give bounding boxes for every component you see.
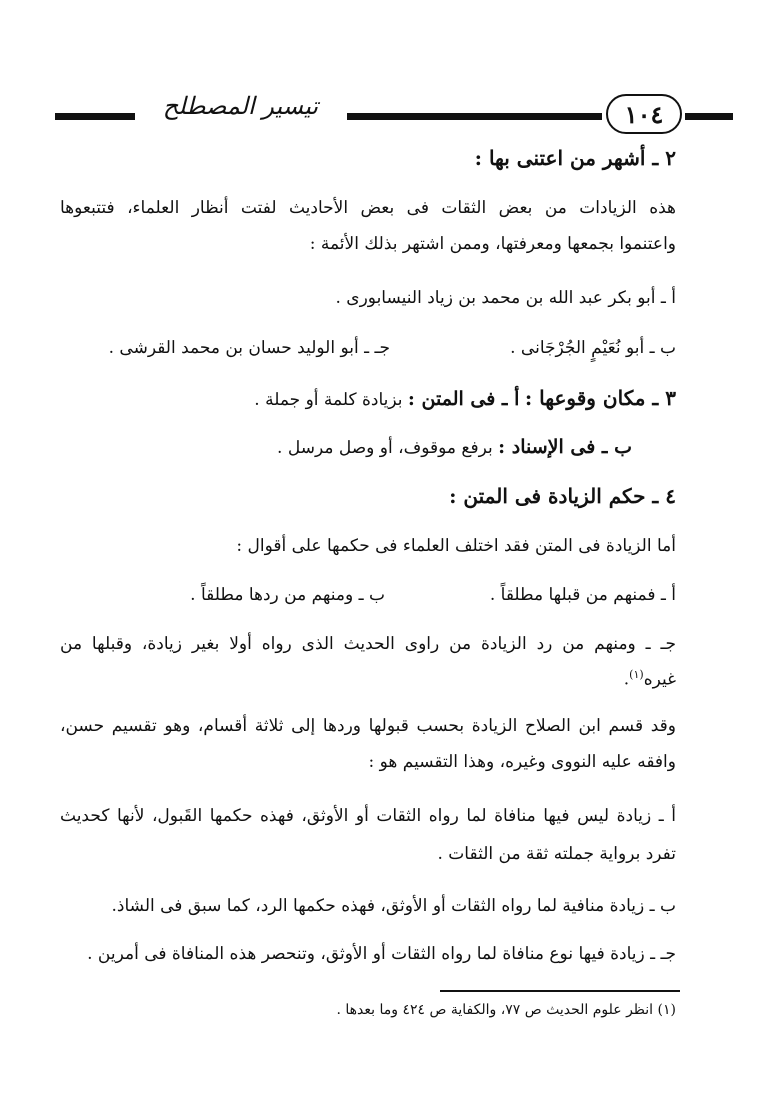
paragraph-line: تفرد برواية جملته ثقة من الثقات . (437, 844, 676, 864)
page-number: ١٠٤ (606, 94, 682, 134)
paragraph-line: واعتنموا بجمعها ومعرفتها، وممن اشتهر بذلك الأئمة : (309, 234, 676, 254)
location-isnad-text: برفع موقوف، أو وصل مرسل . (277, 438, 493, 458)
section-heading-4: ٤ ـ حكم الزيادة فى المتن : (449, 484, 676, 508)
paragraph-line: وقد قسم ابن الصلاح الزيادة بحسب قبولها وردها إلى ثلاثة أقسام، وهو تقسيم حسن، (60, 716, 676, 736)
opinion-b: ب ـ ومنهم من ردها مطلقاً . (190, 585, 385, 605)
paragraph-text: غيره (643, 669, 676, 690)
location-matn-text: بزيادة كلمة أو جملة . (254, 390, 403, 410)
running-header (55, 90, 685, 140)
location-isnad-label: ب ـ فى الإسناد : (498, 436, 632, 458)
paragraph-line: ب ـ زيادة منافية لما رواه الثقات أو الأوثق، فهذه حكمها الرد، كما سبق فى الشاذ. (111, 896, 676, 916)
location-isnad-row (277, 436, 632, 458)
paragraph-line: جـ ـ ومنهم من رد الزيادة من راوى الحديث الذى رواه أولا بغير زيادة، وقبلها من (60, 634, 676, 654)
book-title: تيسير المصطلح (162, 92, 319, 120)
list-item-b: ب ـ أبو نُعَيْمٍ الجُرْجَانى . (510, 338, 676, 358)
section-heading-3: ٣ ـ مكان وقوعها : (524, 386, 676, 410)
list-item-a: أ ـ أبو بكر عبد الله بن محمد بن زياد النيسابورى . (335, 288, 676, 308)
header-rule-middle (347, 113, 602, 120)
paragraph-line: هذه الزيادات من بعض الثقات فى بعض الأحاديث لفتت أنظار العلماء، فتتبعوها (60, 198, 676, 218)
list-item-j: جـ ـ أبو الوليد حسان بن محمد القرشى . (108, 338, 390, 358)
paragraph-line: غيره$^{(١)}$. (623, 668, 676, 690)
paragraph-line: وافقه عليه النووى وغيره، وهذا التقسيم هو : (368, 752, 676, 772)
header-rule-right (685, 113, 733, 120)
paragraph-line: جـ ـ زيادة فيها نوع منافاة لما رواه الثقات أو الأوثق، وتنحصر هذه المنافاة فى أمرين . (87, 944, 676, 964)
footnote-marker: (١) (629, 668, 644, 681)
footnote: (١) انظر علوم الحديث ص ٧٧، والكفاية ص ٤٢٤ وما بعدها . (336, 1002, 676, 1018)
paragraph-line: أ ـ زيادة ليس فيها منافاة لما رواه الثقات أو الأوثق، فهذه حكمها القَبول، لأنها كحديث (60, 806, 676, 826)
header-rule-left (55, 113, 135, 120)
footnote-rule (440, 990, 680, 992)
section-heading-3-row (254, 386, 676, 410)
section-heading-2: ٢ ـ أشهر من اعتنى بها : (474, 146, 676, 170)
location-matn-label: أ ـ فى المتن : (407, 388, 520, 410)
paragraph-line: أما الزيادة فى المتن فقد اختلف العلماء فى حكمها على أقوال : (236, 536, 676, 556)
opinion-a: أ ـ فمنهم من قبلها مطلقاً . (489, 585, 676, 605)
